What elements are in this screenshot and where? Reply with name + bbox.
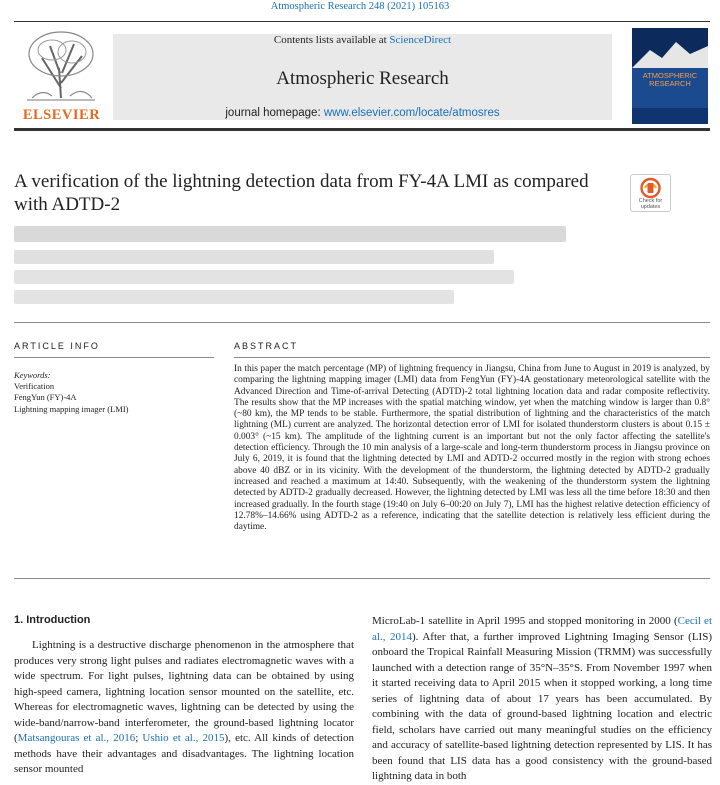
citation-link[interactable]: Cecil et al., 2014 [372,615,713,643]
introduction-heading: 1. Introduction [14,614,91,626]
journal-name[interactable]: Atmospheric Research [276,68,449,89]
journal-header [14,28,710,124]
abstract-rule [234,357,710,358]
journal-cover[interactable] [632,28,708,124]
article-info-heading: ARTICLE INFO [14,341,100,351]
header-rule [14,128,710,131]
elsevier-logo[interactable] [14,28,109,124]
check-for-updates-badge[interactable] [630,174,671,212]
authors-rule [14,322,710,323]
contents-availability [113,34,612,46]
intro-text: MicroLab-1 satellite in April 1995 and stopped monitoring in 2000 ( [372,615,678,627]
article-info-rule [14,357,214,358]
introduction-right-column [372,614,712,785]
top-rule [14,21,710,22]
abstract-end-rule [14,578,710,579]
journal-citation[interactable] [0,0,720,14]
introduction-left-column [14,638,354,778]
keyword-item[interactable]: Verification [14,381,55,392]
journal-homepage [113,107,612,119]
intro-text: Lightning is a destructive discharge phenomenon in the atmosphere that produces very strong light pulses and radiates electromagnetic waves with a wide spectrum. For light pulses, lightning data can be obtained by using high-speed camera, lightning location sensor mounted on the satellite, etc. Whereas for electromagnetic waves, lightning can be detected by using the wide-band/narrow-band interferometer, the ground-based lightning locator ( [14,639,354,744]
redacted-authors-line [14,226,566,242]
article-title-line-2: with ADTD-2 [14,194,121,215]
article-title [14,170,624,216]
keywords [14,370,214,415]
redacted-affiliation-line [14,250,494,264]
intro-text: ; [135,732,143,744]
check-updates-label: Check for updates [638,198,663,210]
citation-link[interactable]: Ushio et al., 2015 [142,732,225,744]
abstract-heading: ABSTRACT [234,341,299,351]
elsevier-tree-icon [22,28,100,102]
journal-banner [113,34,612,120]
redacted-affiliation-line [14,270,514,284]
homepage-link[interactable]: www.elsevier.com/locate/atmosres [323,107,500,119]
keyword-item[interactable]: Lightning mapping imager (LMI) [14,403,129,414]
sciencedirect-link[interactable]: ScienceDirect [389,34,452,46]
intro-text: ). After that, a further improved Lightning Imaging Sensor (LIS) onboard the Tropical Rainfall Measuring Mission (TRMM) was successfully launched with a detection range of 35°N–35°S. From November 1997 when it started receiving data to April 2015 when it stopped working, a long time series of lightning data of about 17 years has been accumulated. By combining with the data of ground-based lightning location and electric field, scholars have carried out many meaningful studies on the efficiency and accuracy of satellite-based lightning detection represented by LIS. It has been found that LIS data has a good consistency with the ground-based lightning data in both [372,630,712,782]
redacted-affiliation-line [14,290,454,304]
citation-text[interactable]: Atmospheric Research 248 (2021) 105163 [270,1,450,12]
cover-title: ATMOSPHERIC RESEARCH [642,71,698,88]
article-title-line-1: A verification of the lightning detection data from FY-4A LMI as compared [14,171,589,192]
intro-text: ), etc. All kinds of detection methods have their advantages and disadvantages. The lightning location sensor mounted [14,732,354,775]
homepage-label: journal homepage: [225,107,324,119]
keywords-label: Keywords: [14,370,51,380]
abstract-text: In this paper the match percentage (MP) of lightning frequency in Jiangsu, China from June to August in 2019 is analyzed, by comparing the lightning mapping imager (LMI) data from FengYun (FY)-4A geostationary meteorological satellite with the Advanced Direction and Time-of-arrival Detecting (ADTD)-2 total lightning location data and radar composite reflectivity. The results show that the MP increases with the spatial matching window, yet when the matching window is larger than 0.8° (~80 km), the MP tends to be stable. Furthermore, the spatial distribution of lightning and the characteristics of the match lightning (ML) current are analyzed. The horizontal detection error of LMI for isolated thunderstorm clusters is about 0.15 ± 0.003° (~15 km). The amplitude of the lightning current is an important but not the only factor affecting the satellite's detection efficiency. Through the 10 min analysis of a large-scale and long-term thunderstorm process in Jiangsu province on July 6, 2019, it is found that the lightning detected by LMI and ADTD-2 occurred mostly in the region with strong echoes above 40 dBZ or in its vicinity. With the development of the thunderstorm, the lightning detected by ADTD-2 gradually increased and reached a maximum at 14:40. Subsequently, with the weakening of the thunderstorm system the lightning detected by ADTD-2 gradually decreased. However, the lightning detected by LMI was less all the time before 18:30 and then increased gradually. In the fourth stage (19:40 on July 6–00:20 on July 7), LMI has the highest relative detection efficiency of 12.78%–14.66% using ADTD-2 as a reference, indicating that the satellite detection is relatively less efficient during the daytime. [234,364,710,533]
publisher-name: ELSEVIER [22,107,101,123]
keyword-item[interactable]: FengYun (FY)-4A [14,392,77,403]
citation-link[interactable]: Matsangouras et al., 2016 [17,732,136,744]
contents-text: Contents lists available at [273,34,390,46]
